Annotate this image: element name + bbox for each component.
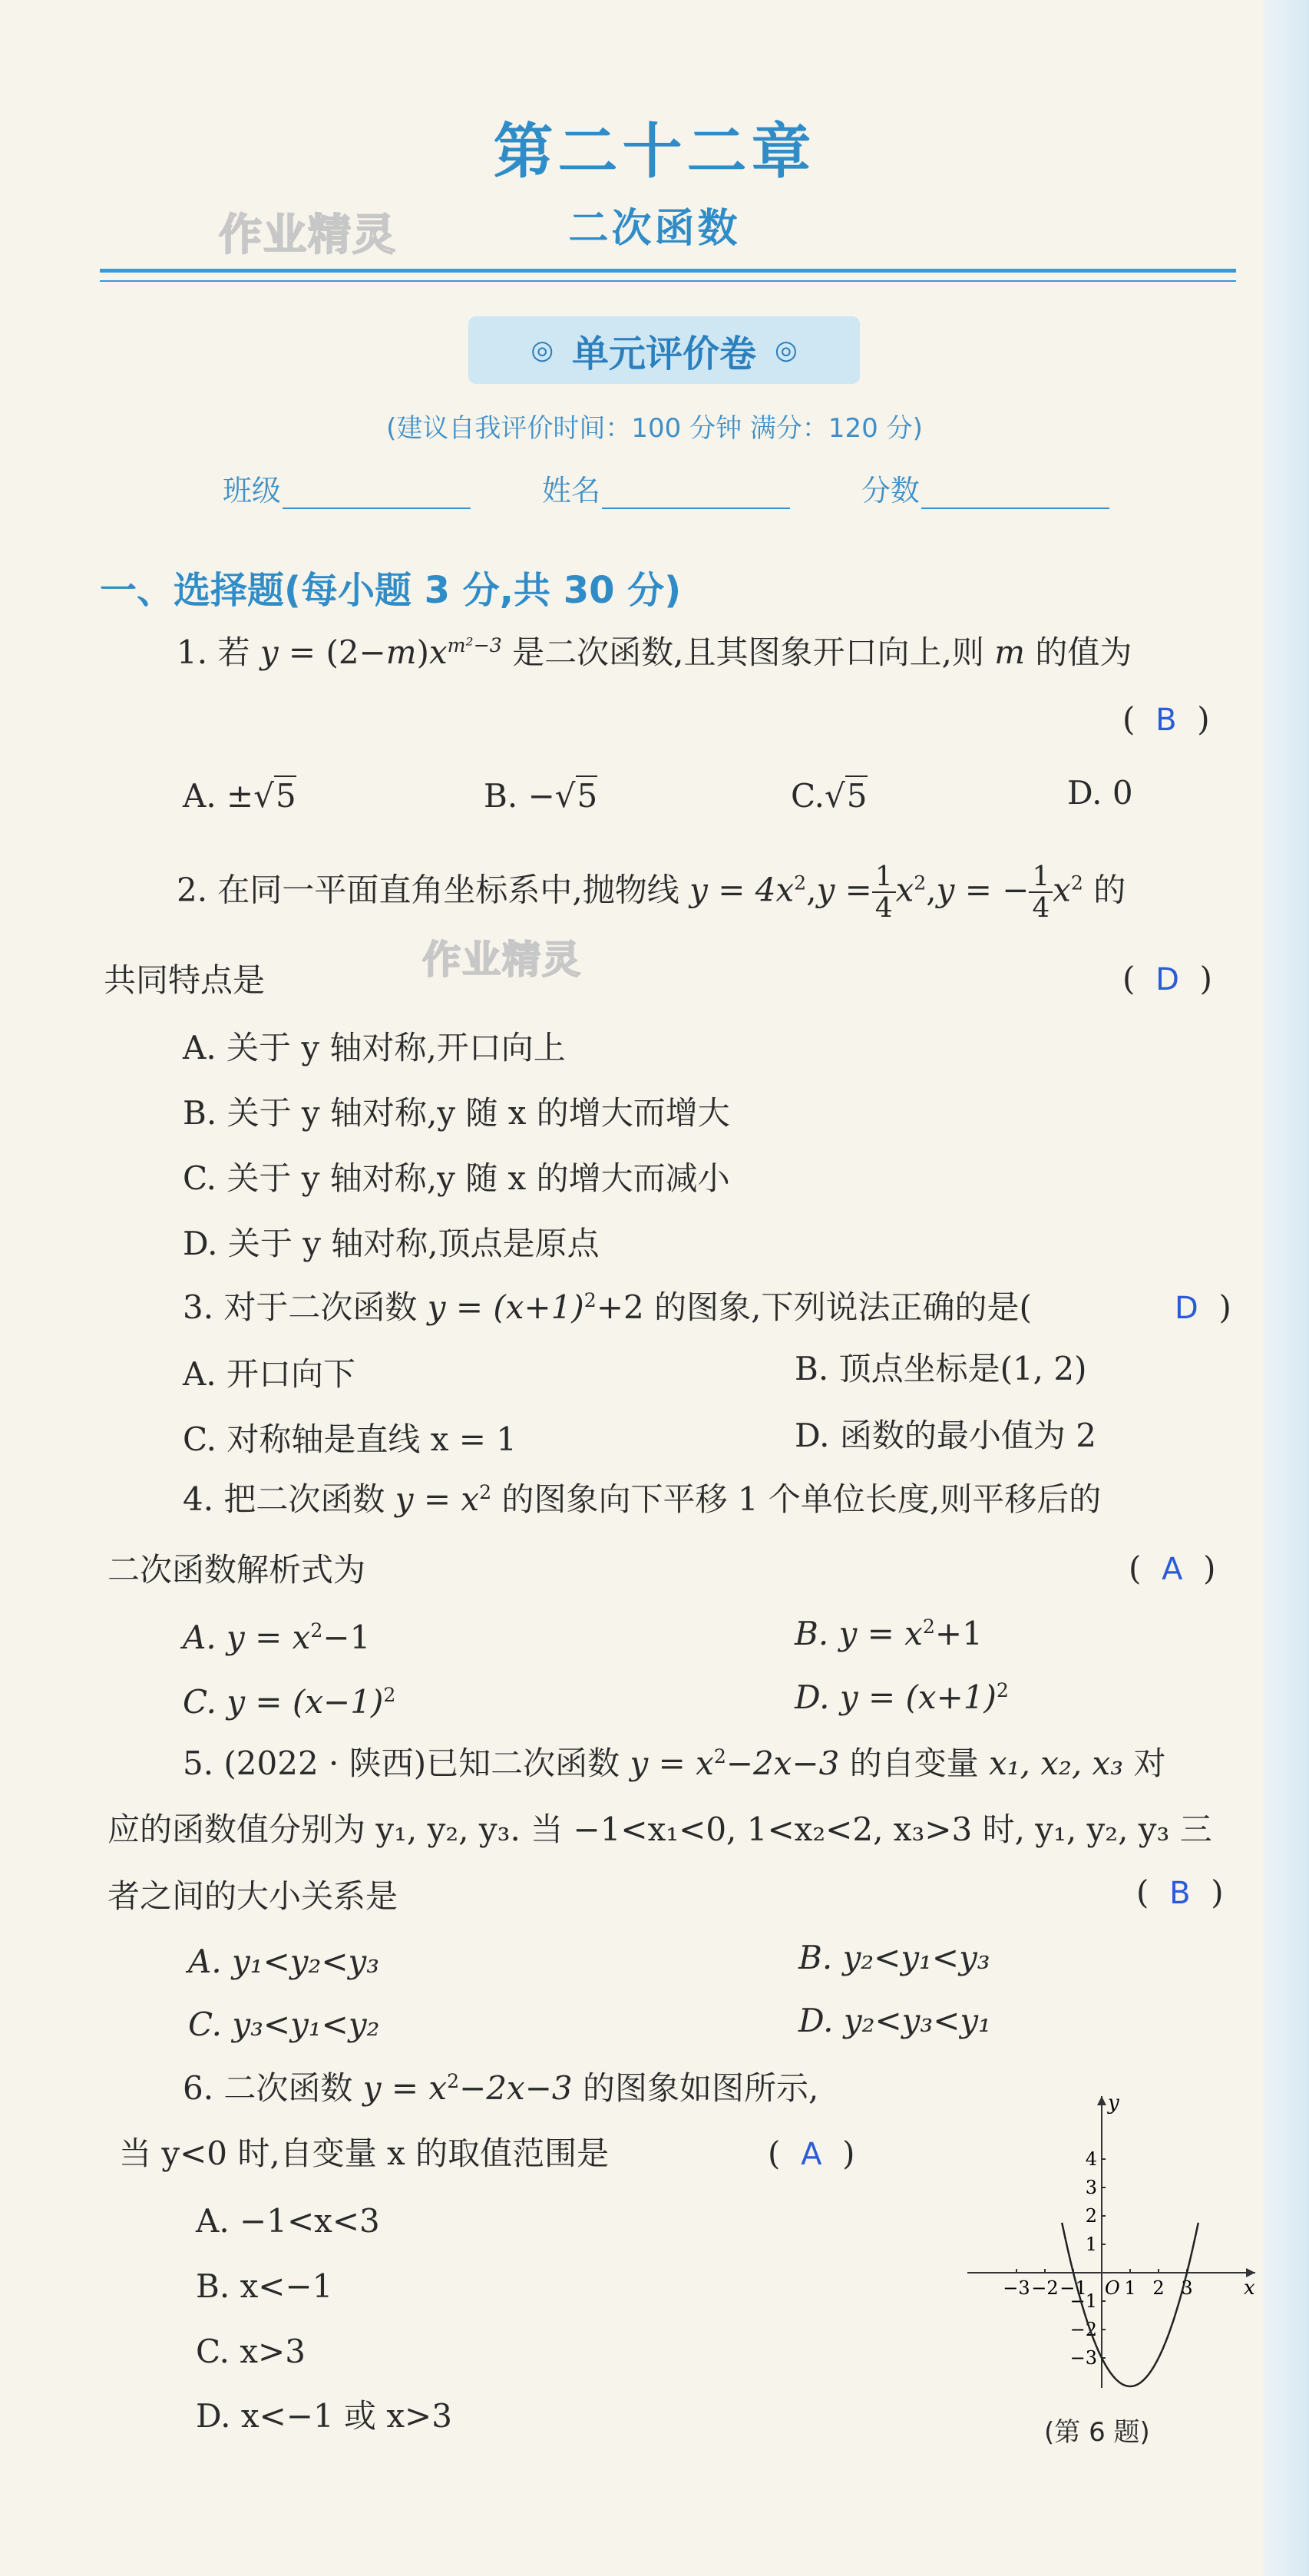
- answer-2: D: [1155, 962, 1179, 997]
- x-axis-label: x: [1244, 2277, 1255, 2300]
- class-field[interactable]: [223, 467, 471, 509]
- answer-box-6: ( A ): [768, 2135, 855, 2172]
- fraction-neg-quarter: $\frac{1}{4}$: [1029, 861, 1053, 924]
- question-5: 5. (2022 · 陕西)已知二次函数 $y = x^2-2x-3$ 的自变量 x₁, x₂, x₃ 对: [183, 1744, 1166, 1782]
- option-3b: B. 顶点坐标是(1, 2): [795, 1350, 1087, 1387]
- y-tick-label: 4: [1085, 2148, 1097, 2170]
- y-tick-label: 3: [1085, 2177, 1097, 2198]
- option-5d: D. y₂<y₃<y₁: [798, 2002, 991, 2039]
- name-label: 姓名: [542, 474, 601, 508]
- question-1: 1. 若 $y = (2-m)x^{m^2-3}$ 是二次函数,且其图象开口向上,则 m 的值为: [177, 633, 1132, 671]
- parabola-figure: [960, 2085, 1267, 2392]
- answer-4: A: [1162, 1552, 1183, 1587]
- question-5-cont: 应的函数值分别为 y₁, y₂, y₃. 当 −1<x₁<0, 1<x₂<2, x₃>3 时, y₁, y₂, y₃ 三: [107, 1810, 1212, 1848]
- option-1a: A. ±√5: [183, 777, 296, 815]
- y-tick-label: 1: [1085, 2234, 1097, 2255]
- fraction-quarter: $\frac{1}{4}$: [872, 861, 896, 924]
- option-5a: A. y₁<y₂<y₃: [188, 1943, 380, 1980]
- option-1b: B. −√5: [484, 777, 598, 815]
- header-rule-thin: [100, 280, 1236, 282]
- page-edge: [1263, 0, 1309, 2576]
- badge-dot-icon: ◎: [531, 335, 554, 365]
- y-tick-label: −3: [1069, 2347, 1097, 2369]
- x-tick-label: 3: [1181, 2277, 1193, 2299]
- option-1c: C.√5: [791, 777, 868, 815]
- origin-label: O: [1105, 2277, 1120, 2299]
- option-2b: B. 关于 y 轴对称,y 随 x 的增大而增大: [183, 1094, 730, 1132]
- name-blank[interactable]: [602, 480, 790, 509]
- watermark: 作业精灵: [219, 210, 397, 260]
- answer-3: D: [1175, 1291, 1198, 1326]
- badge-dot-icon: ◎: [775, 335, 798, 365]
- y-tick-label: 2: [1085, 2205, 1097, 2227]
- option-2a: A. 关于 y 轴对称,开口向上: [183, 1029, 566, 1066]
- header-rule: [100, 269, 1236, 273]
- option-1d: D. 0: [1067, 774, 1133, 812]
- answer-5: B: [1169, 1876, 1191, 1911]
- option-4c: C. $y = (x-1)^2$: [183, 1683, 396, 1721]
- class-blank[interactable]: [283, 480, 471, 509]
- score-blank[interactable]: [921, 480, 1109, 509]
- answer-box-4: ( A ): [1129, 1549, 1216, 1587]
- x-tick-label: −2: [1031, 2277, 1059, 2299]
- option-5b: B. y₂<y₁<y₃: [798, 1939, 990, 1976]
- question-4-cont: 二次函数解析式为: [107, 1551, 366, 1589]
- answer-box-1: ( B ): [1122, 700, 1210, 738]
- option-2d: D. 关于 y 轴对称,顶点是原点: [183, 1225, 600, 1262]
- x-tick-label: −1: [1059, 2277, 1087, 2299]
- question-3: 3. 对于二次函数 $y = (x+1)^2+2$ 的图象,下列说法正确的是(: [183, 1288, 1032, 1326]
- y-tick-label: −1: [1069, 2290, 1097, 2312]
- option-6d: D. x<−1 或 x>3: [196, 2397, 452, 2435]
- class-label: 班级: [223, 474, 282, 508]
- answer-box-5: ( B ): [1136, 1873, 1224, 1911]
- answer-box-2: ( D ): [1122, 960, 1212, 997]
- figure-caption: (第 6 题): [1044, 2417, 1150, 2448]
- question-2: 2. 在同一平面直角坐标系中,抛物线 $y = 4x^2,y$ = $\frac{1}{4}$ $x^2,y$ = − $\frac{1}{4}$ $x^2$ 的: [177, 861, 1126, 924]
- option-2c: C. 关于 y 轴对称,y 随 x 的增大而减小: [183, 1159, 730, 1197]
- badge-label: 单元评价卷: [571, 332, 756, 375]
- option-6c: C. x>3: [196, 2333, 306, 2370]
- y-axis-label: y: [1108, 2092, 1119, 2115]
- option-3d: D. 函数的最小值为 2: [795, 1417, 1096, 1454]
- x-tick-label: 1: [1124, 2277, 1136, 2299]
- name-field[interactable]: [542, 467, 790, 509]
- score-label: 分数: [861, 474, 921, 508]
- option-6b: B. x<−1: [196, 2267, 333, 2305]
- time-hint: (建议自我评价时间：100 分钟 满分：120 分): [386, 413, 923, 444]
- section-heading: 一、选择题(每小题 3 分,共 30 分): [100, 569, 682, 612]
- x-tick-label: 2: [1152, 2277, 1165, 2299]
- question-6: 6. 二次函数 $y = x^2-2x-3$ 的图象如图所示,: [183, 2069, 819, 2107]
- option-5c: C. y₃<y₁<y₂: [188, 2006, 380, 2043]
- answer-1: B: [1155, 703, 1177, 738]
- question-4: 4. 把二次函数 $y = x^2$ 的图象向下平移 1 个单位长度,则平移后的: [183, 1480, 1102, 1518]
- answer-6: A: [801, 2137, 822, 2172]
- y-axis-arrow-icon: [1097, 2096, 1106, 2105]
- option-3a: A. 开口向下: [183, 1355, 356, 1393]
- option-4b: B. $y = x^2+1$: [795, 1615, 983, 1652]
- option-4d: D. $y = (x+1)^2$: [795, 1678, 1009, 1716]
- answer-box-3: D ): [1175, 1288, 1231, 1326]
- option-4a: A. $y = x^2-1$: [183, 1619, 371, 1656]
- question-6-cont: 当 y<0 时,自变量 x 的取值范围是: [119, 2135, 610, 2172]
- watermark: 作业精灵: [422, 937, 582, 982]
- x-tick-label: −3: [1003, 2277, 1030, 2299]
- question-5-cont2: 者之间的大小关系是: [107, 1877, 398, 1915]
- question-2-cont: 共同特点是: [104, 961, 266, 999]
- score-field[interactable]: [861, 467, 1109, 509]
- option-6a: A. −1<x<3: [196, 2202, 380, 2240]
- option-3c: C. 对称轴是直线 x = 1: [183, 1420, 517, 1458]
- y-tick-label: −2: [1069, 2319, 1097, 2340]
- chapter-title: 第二十二章: [493, 117, 816, 187]
- chapter-subtitle: 二次函数: [568, 206, 741, 252]
- unit-test-badge: [468, 316, 860, 384]
